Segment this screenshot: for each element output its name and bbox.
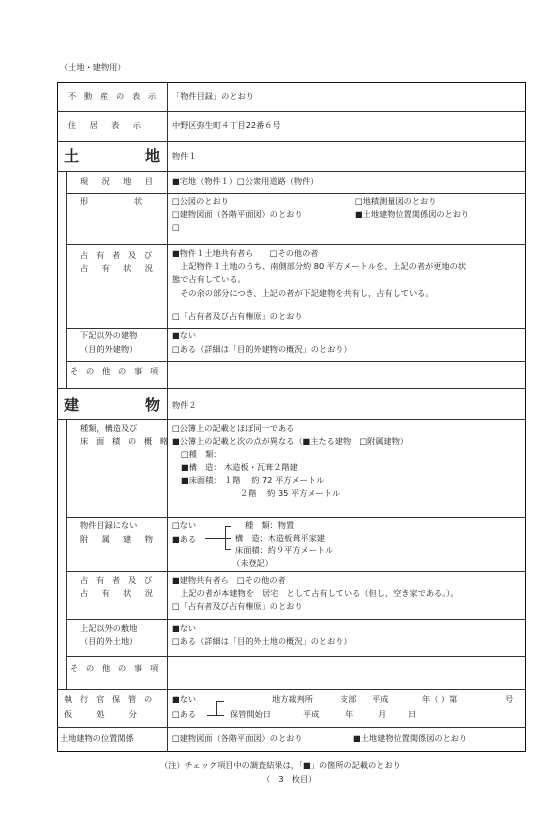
building-occupant-text: 上記の者が本建物を 居宅 として占有している（但し，空き家である。）。 xyxy=(172,588,459,598)
position-label: 土地建物の位置関係 xyxy=(60,733,134,743)
land-title: 土 xyxy=(64,147,80,165)
building-kind-text: ■公簿上の記載と次の点が異なる（■主たる建物 □附属建物） xyxy=(172,436,409,446)
building-land-label: 上記以外の敷地 xyxy=(80,623,138,633)
property-display-value: 「物件目録」のとおり xyxy=(172,91,254,101)
building-title-2: 物 xyxy=(145,396,161,414)
property-display-label: 不 動 産 の 表 示 xyxy=(68,91,159,101)
land-shape-option: □地積測量図のとおり xyxy=(355,196,437,206)
land-title-2: 地 xyxy=(145,147,161,165)
building-annex-label: 附 属 建 物 xyxy=(80,534,156,544)
land-other-building-label: 下記以外の建物 xyxy=(80,330,138,340)
land-other-label: そ の 他 の 事 項 xyxy=(70,366,161,376)
provisional-label: 仮 処 分 xyxy=(64,709,140,719)
residence-value: 中野区弥生町４丁目22番６号 xyxy=(172,120,281,130)
building-annex-none: □ない xyxy=(172,520,197,530)
building-annex-exists: ■ある xyxy=(172,534,197,544)
building-land-text: □ある（詳細は「目的外土地の概況」のとおり） xyxy=(172,636,352,646)
building-occupant-label: 占 有 状 況 xyxy=(80,588,156,598)
form-type-label: （土地・建物用） xyxy=(60,62,126,72)
land-other-building-label: （目的外建物） xyxy=(80,344,138,354)
page-number: （ 3 枚目） xyxy=(262,774,317,784)
provisional-exists: □ある xyxy=(172,709,197,719)
provisional-none: ■ない xyxy=(172,694,197,704)
provisional-month-unit: 月 xyxy=(378,709,387,719)
building-annex-structure: 構 造：木造板葺平家建 xyxy=(235,533,326,543)
building-item-number: 物件２ xyxy=(172,400,197,410)
provisional-label: 執 行 官 保 管 の xyxy=(64,694,155,704)
annex-bracket-line xyxy=(225,549,231,550)
building-other-label: そ の 他 の 事 項 xyxy=(70,663,161,673)
position-option: ■土地建物位置関係図のとおり xyxy=(353,733,468,743)
building-annex-note: （未登記） xyxy=(232,558,273,568)
land-current-use-label: 現 況 地 目 xyxy=(80,176,156,186)
table-border-top xyxy=(57,82,526,83)
provisional-start: 保管開始日 xyxy=(230,709,271,719)
land-occupant-label: 占 有 者 及 び xyxy=(80,250,155,260)
building-kind-text: ■構 造： 木造板・瓦葺２階建 xyxy=(181,462,298,472)
provisional-number: 号 xyxy=(505,694,514,704)
building-occupant-text: □「占有者及び占有権原」のとおり xyxy=(172,601,303,611)
building-kind-text: ２階 約 35 平方メートル xyxy=(240,488,341,498)
table-border-left xyxy=(57,82,58,752)
annex-bracket-line xyxy=(225,538,231,539)
residence-label: 住 居 表 示 xyxy=(68,120,144,130)
land-item-number: 物件１ xyxy=(172,151,197,161)
annex-bracket-line xyxy=(225,526,231,527)
land-shape-option: □公図のとおり xyxy=(172,196,229,206)
building-annex-kind: 種 類：物置 xyxy=(245,520,295,530)
provisional-year-unit: 年 xyxy=(345,709,354,719)
building-occupant-label: 占 有 者 及 び xyxy=(80,575,155,585)
building-kind-label: 床 面 積 の 概 略 xyxy=(80,436,171,446)
building-land-text: ■ない xyxy=(172,623,197,633)
land-shape-option: □ xyxy=(172,222,180,232)
building-occupant-text: ■建物共有者ら □その他の者 xyxy=(172,575,286,585)
building-kind-text: □種 類： xyxy=(181,449,222,459)
land-occupant-text: 態で占有している。 xyxy=(172,274,246,284)
building-land-label: （目的外土地） xyxy=(80,636,138,646)
provisional-era: 平成 xyxy=(372,694,389,704)
provisional-era: 平成 xyxy=(303,709,320,719)
provisional-bracket-line xyxy=(216,701,224,702)
land-other-building-text: ■ない xyxy=(172,330,197,340)
land-other-building-text: □ある（詳細は「目的外建物の概況」のとおり） xyxy=(172,344,352,354)
provisional-bracket xyxy=(216,701,217,715)
provisional-branch: 支部 xyxy=(340,694,357,704)
land-shape-label: 形 状 xyxy=(80,196,145,206)
provisional-day-unit: 日 xyxy=(408,709,417,719)
provisional-bracket-line xyxy=(207,715,224,716)
table-border-bottom xyxy=(57,751,526,752)
land-occupant-text: 上記物件１土地のうち、南側部分約 80 平方メートルを、上記の者が更地の状 xyxy=(172,261,466,271)
land-occupant-label: 占 有 状 況 xyxy=(80,263,156,273)
building-kind-text: ■床面積： １階 約 72 平方メートル xyxy=(181,475,325,485)
provisional-court: 地方裁判所 xyxy=(272,694,313,704)
position-option: □建物図面（各階平面図）のとおり xyxy=(172,733,303,743)
building-annex-label: 物件目録にない xyxy=(80,520,138,530)
building-title: 建 xyxy=(64,396,80,414)
land-occupant-text: その余の部分につき、上記の者が下記建物を共有し，占有している。 xyxy=(172,288,434,298)
table-border-right xyxy=(525,82,526,752)
land-occupant-text: □「占有者及び占有権原」のとおり xyxy=(172,311,303,321)
land-shape-option: □建物図面（各階平面図）のとおり xyxy=(172,209,303,219)
footer-note: （注）チェック項目中の調査結果は，「■」の箇所の記載のとおり xyxy=(160,760,401,770)
building-kind-text: □公簿上の記載とほぼ同一である xyxy=(172,423,295,433)
land-occupant-text: ■物件１土地共有者ら □その他の者 xyxy=(172,248,319,258)
land-current-use-value: ■宅地（物件１）□公衆用道路（物件） xyxy=(172,176,319,186)
column-divider xyxy=(167,82,168,752)
provisional-year: 年（ ）第 xyxy=(422,694,458,704)
building-kind-label: 種類，構造及び xyxy=(80,423,138,433)
land-shape-option: ■土地建物位置関係図のとおり xyxy=(355,209,470,219)
building-annex-area: 床面積：約９平方メートル xyxy=(235,545,334,555)
annex-bracket-line xyxy=(205,538,225,539)
